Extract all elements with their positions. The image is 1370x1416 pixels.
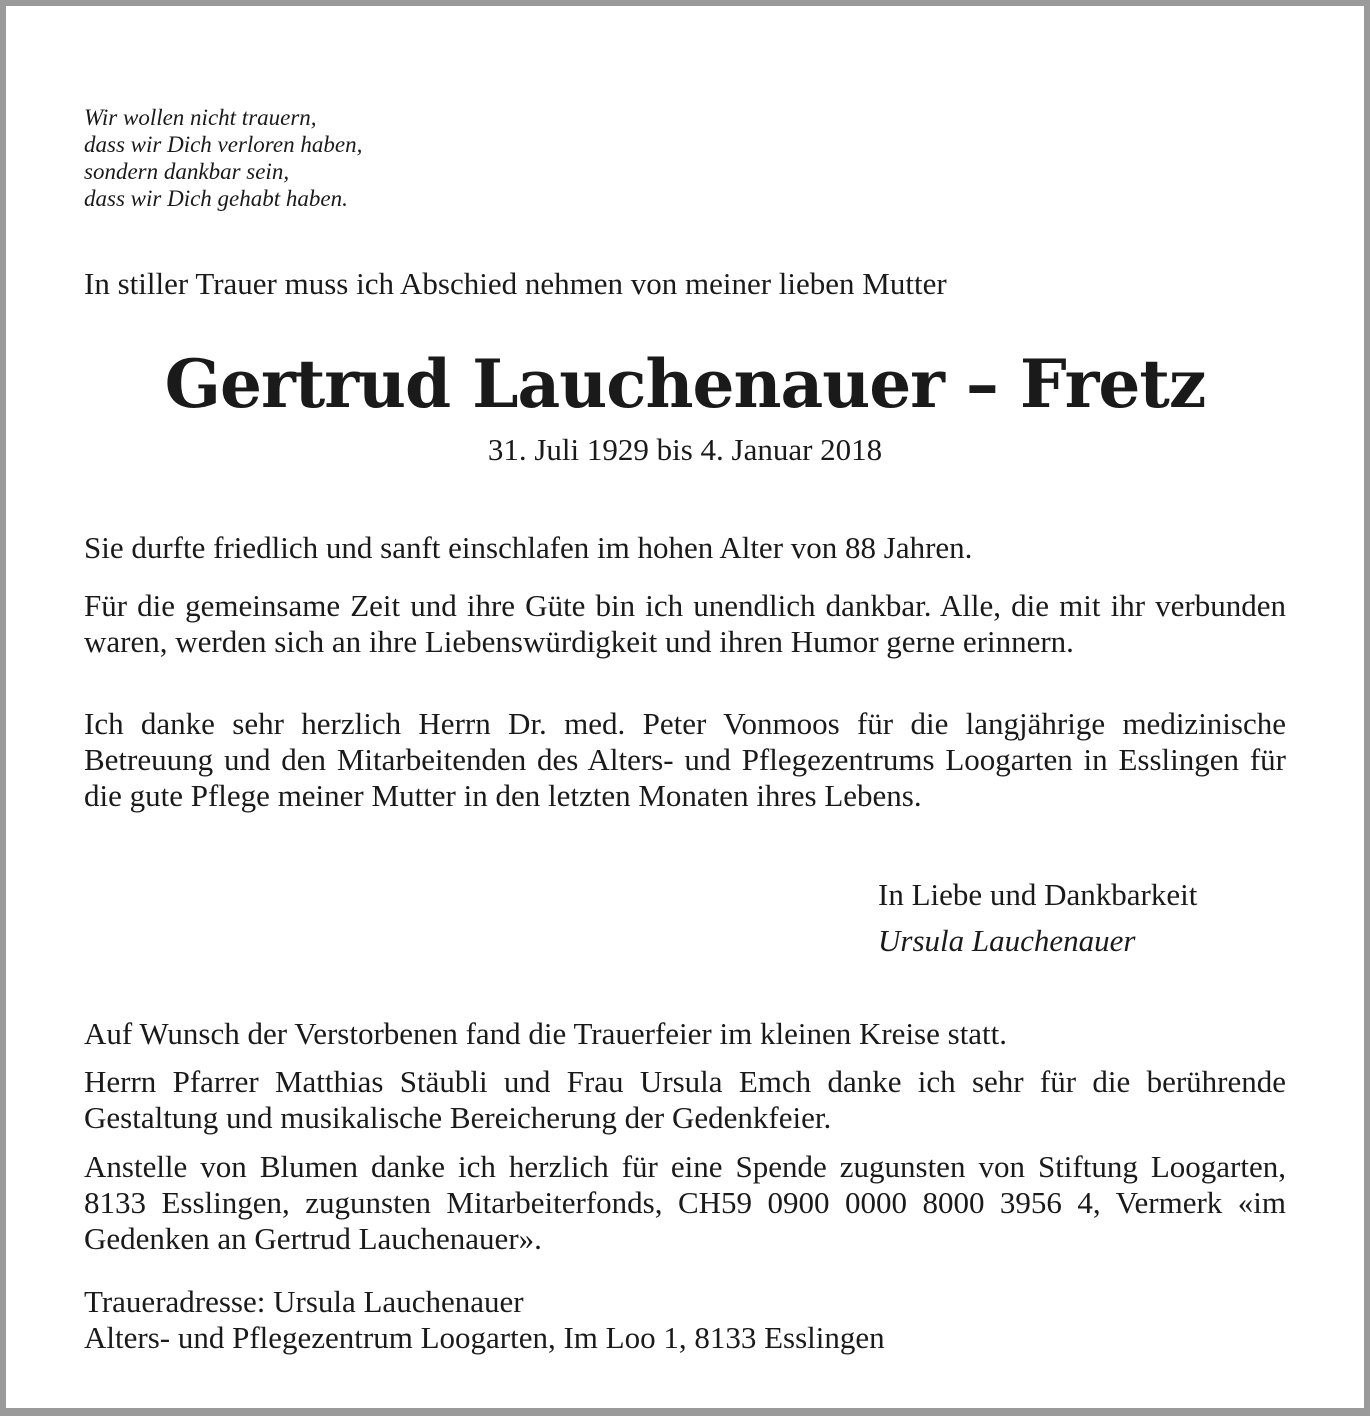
poem-line: dass wir Dich gehabt haben. <box>84 186 348 211</box>
obituary-notice <box>6 6 1364 1408</box>
paragraph-gratitude <box>84 588 1286 660</box>
poem-line: Wir wollen nicht trauern, <box>84 105 317 130</box>
address-line: Traueradresse: Ursula Lauchenauer <box>84 1284 524 1319</box>
paragraph-text: Herrn Pfarrer Matthias Stäubli und Frau Ursula Emch danke ich sehr für die berührende Gestaltung und musikalische Bereicherung der Gedenkfeier. <box>84 1064 1286 1135</box>
paragraph-donation <box>84 1149 1286 1257</box>
paragraph-text: Für die gemeinsame Zeit und ihre Güte bin ich unendlich dankbar. Alle, die mit ihr verbunden waren, werden sich an ihre Liebenswürdigkeit und ihren Humor gerne erinnern. <box>84 588 1286 659</box>
closing-line: In Liebe und Dankbarkeit <box>878 877 1198 912</box>
paragraph-thanks-care <box>84 706 1286 814</box>
life-dates: 31. Juli 1929 bis 4. Januar 2018 <box>487 432 883 467</box>
closing <box>878 872 1197 964</box>
deceased-name: Gertrud Lauchenauer – Fretz <box>164 345 1206 423</box>
intro-line: In stiller Trauer muss ich Abschied nehmen von meiner lieben Mutter <box>84 266 947 301</box>
address-line: Alters- und Pflegezentrum Loogarten, Im Loo 1, 8133 Esslingen <box>84 1320 885 1355</box>
paragraph-text: Anstelle von Blumen danke ich herzlich für eine Spende zugunsten von Stiftung Loogarten, 8133 Esslingen, zugunsten Mitarbeiterfonds, CH59 0900 0000 8000 3956 4, Vermerk «im Gedenken an Gertrud Lauchenauer». <box>84 1149 1286 1256</box>
paragraph-thanks-pastor <box>84 1064 1286 1136</box>
poem-line: sondern dankbar sein, <box>84 159 290 184</box>
paragraph-age <box>84 530 1286 566</box>
paragraph-text: Sie durfte friedlich und sanft einschlafen im hohen Alter von 88 Jahren. <box>84 530 973 565</box>
poem <box>84 104 362 212</box>
mourning-address <box>84 1284 885 1356</box>
signer-name: Ursula Lauchenauer <box>878 923 1136 958</box>
poem-line: dass wir Dich verloren haben, <box>84 132 363 157</box>
paragraph-ceremony <box>84 1016 1286 1052</box>
paragraph-text: Auf Wunsch der Verstorbenen fand die Trauerfeier im kleinen Kreise statt. <box>84 1016 1008 1051</box>
paragraph-text: Ich danke sehr herzlich Herrn Dr. med. Peter Vonmoos für die langjährige medizinische Betreuung und den Mitarbeitenden des Alters- und Pflegezentrums Loogarten in Esslingen für die gute Pflege meiner Mutter in den letzten Monaten ihres Lebens. <box>84 706 1286 813</box>
